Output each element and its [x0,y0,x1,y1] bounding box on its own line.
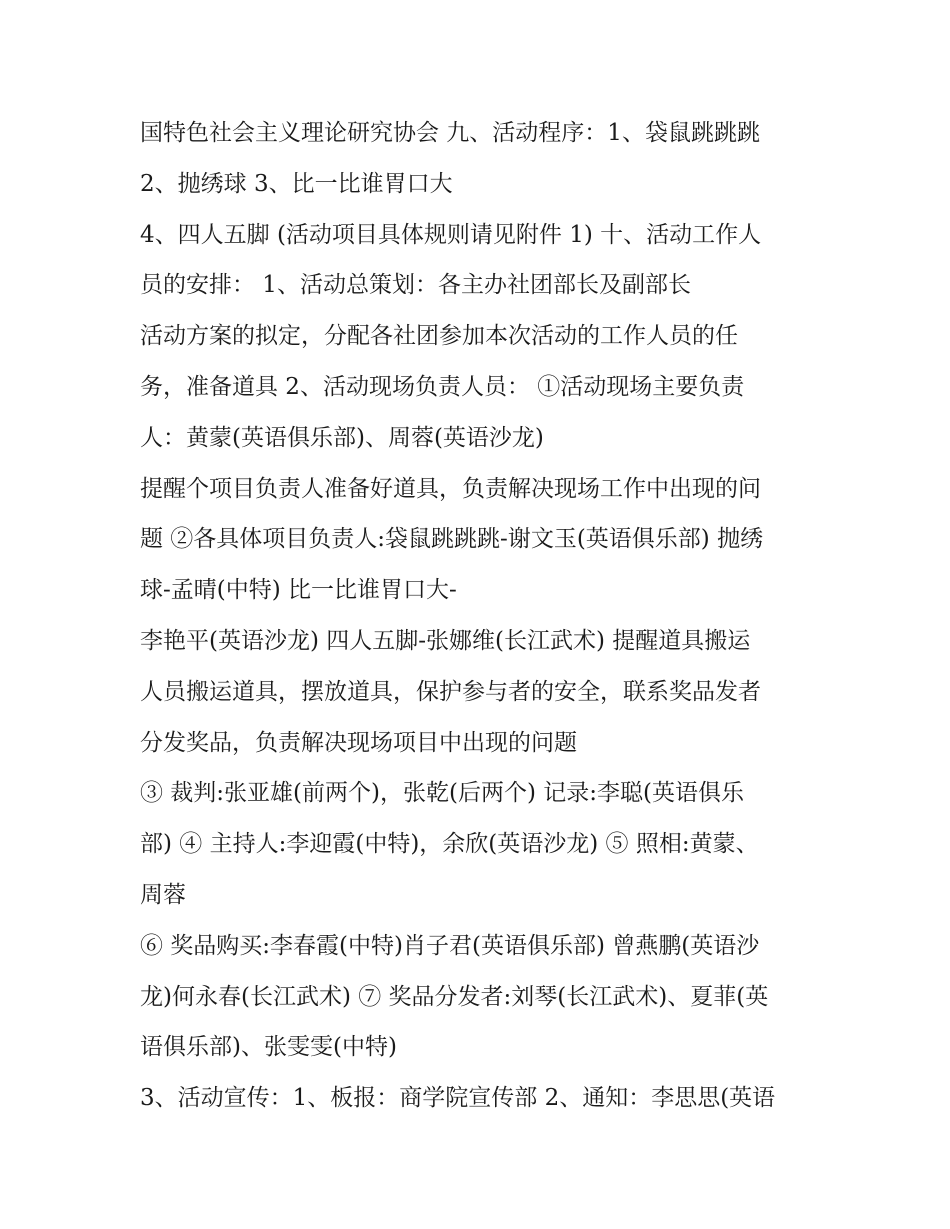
text-line: ③ 裁判:张亚雄(前两个)，张乾(后两个) 记录:李聪(英语俱乐 [140,780,744,807]
text-line: 活动方案的拟定，分配各社团参加本次活动的工作人员的任 [140,323,738,350]
text-line: 龙)何永春(长江武术) ⑦ 奖品分发者:刘琴(长江武术)、夏菲(英 [140,983,769,1010]
text-line: 提醒个项目负责人准备好道具，负责解决现场工作中出现的问 [140,475,761,502]
text-line: 语俱乐部)、张雯雯(中特) [140,1034,397,1061]
text-line: ⑥ 奖品购买:李春霞(中特)肖子君(英语俱乐部) 曾燕鹏(英语沙 [140,932,760,959]
text-line: 周蓉 [140,881,186,908]
text-line: 4、四人五脚 (活动项目具体规则请见附件 1) 十、活动工作人 [140,221,762,248]
text-line: 国特色社会主义理论研究协会 九、活动程序：1、袋鼠跳跳跳 [140,120,760,146]
text-line: 分发奖品，负责解决现场项目中出现的问题 [140,729,577,756]
text-line: 人员搬运道具，摆放道具，保护参与者的安全，联系奖品发者 [140,678,761,705]
text-line: 人：黄蒙(英语俱乐部)、周蓉(英语沙龙) [140,424,544,451]
text-line: 球-孟晴(中特) 比一比谁胃口大- [140,577,457,604]
text-line: 务，准备道具 2、活动现场负责人员： ①活动现场主要负责 [140,373,745,400]
document-body [140,108,840,1124]
text-line: 题 ②各具体项目负责人:袋鼠跳跳跳-谢文玉(英语俱乐部) 抛绣 [140,526,764,553]
text-line: 部) ④ 主持人:李迎霞(中特)，余欣(英语沙龙) ⑤ 照相:黄蒙、 [140,831,759,858]
text-line: 员的安排： 1、活动总策划：各主办社团部长及副部长 [140,272,691,299]
text-line: 3、活动宣传：1、板报：商学院宣传部 2、通知：李思思(英语 [140,1085,776,1112]
text-line: 李艳平(英语沙龙) 四人五脚-张娜维(长江武术) 提醒道具搬运 [140,627,751,654]
text-line: 2、抛绣球 3、比一比谁胃口大 [140,170,453,197]
